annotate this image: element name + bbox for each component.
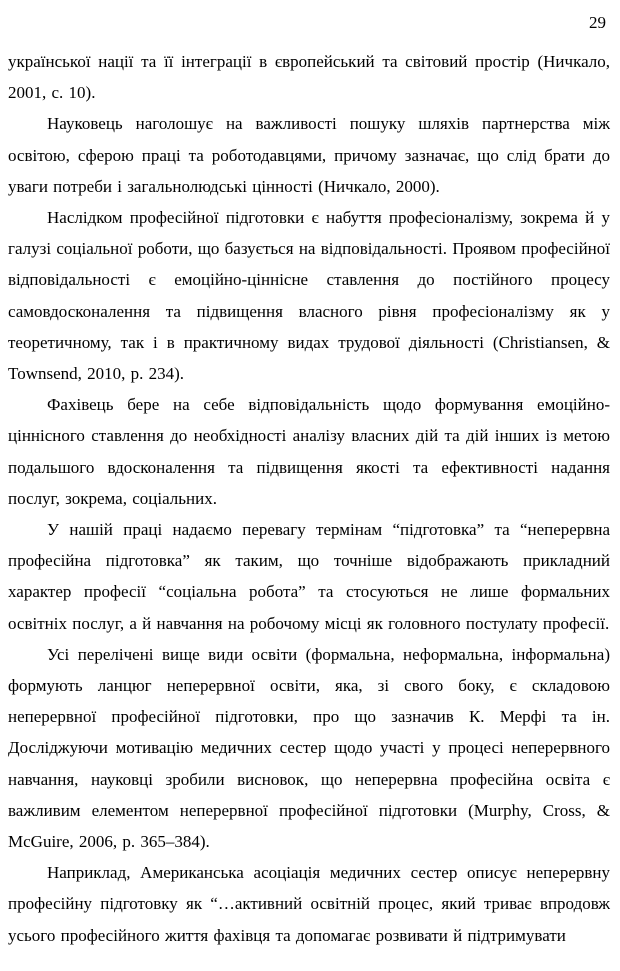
paragraph: Усі перелічені вище види освіти (формальна, неформальна, інформальна) формують ланцюг неперервної освіти, яка, зі свого боку, є складовою неперервної професійної підготовки, про що зазначив К. Мерфі та ін. Досліджуючи мотивацію медичних сестер щодо участі у процесі неперервного навчання, науковці зробили висновок, що неперервна професійна освіта є важливим елементом неперервної професійної підготовки (Murphy, Cross, & McGuire, 2006, p. 365–384).	[8, 644, 610, 852]
paragraph: Фахівець бере на себе відповідальність щодо формування емоційно-ціннісного ставлення до необхідності аналізу власних дій та дій інших із метою подальшого вдосконалення та підвищення якості та ефективності надання послуг, зокрема, соціальних.	[8, 395, 610, 508]
paragraph: Наприклад, Американська асоціація медичних сестер описує неперервну професійну підготовку як “…активний освітній процес, який триває впродовж усього професійного життя фахівця та допомагає розвивати й підтримувати	[8, 863, 610, 945]
paragraph: української нації та її інтеграції в європейський та світовий простір (Ничкало, 2001, с. 10).	[8, 52, 610, 103]
page-number: 29	[589, 13, 606, 32]
paragraph: Наслідком професійної підготовки є набуття професіоналізму, зокрема й у галузі соціальної роботи, що базується на відповідальності. Проявом професійної відповідальності є емоційно-ціннісне ставлення до постійного процесу самовдосконалення та підвищення власного рівня професіоналізму як у теоретичному, так і в практичному видах трудової діяльності (Christiansen, & Townsend, 2010, p. 234).	[8, 208, 610, 384]
page-body-text	[8, 46, 610, 951]
paragraph: У нашій праці надаємо перевагу термінам “підготовка” та “неперервна професійна підготовка” як таким, що точніше відображають прикладний характер професії “соціальна робота” та стосуються не лише формальних освітніх послуг, а й навчання на робочому місці як головного постулату професії.	[8, 520, 610, 633]
paragraph: Науковець наголошує на важливості пошуку шляхів партнерства між освітою, сферою праці та роботодавцями, причому зазначає, що слід брати до уваги потреби і загальнолюдські цінності (Ничкало, 2000).	[8, 114, 610, 196]
